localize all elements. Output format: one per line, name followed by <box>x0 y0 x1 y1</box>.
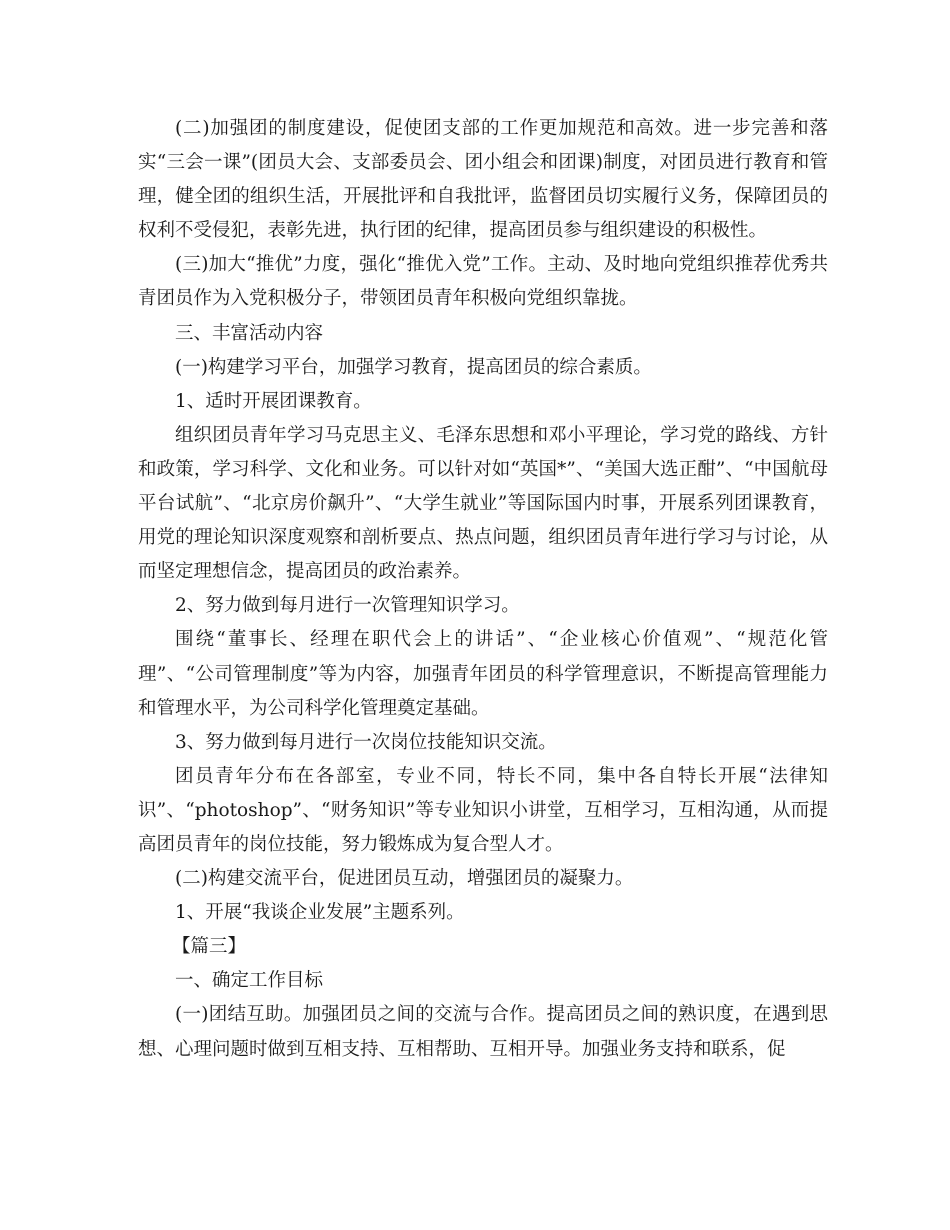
subheading-exchange-platform: (二)构建交流平台，促进团员互动，增强团员的凝聚力。 <box>175 868 634 890</box>
paragraph-skills-exchange: 团员青年分布在各部室，专业不同，特长不同，集中各自特长开展“法律知识”、“photoshop”、“财务知识”等专业知识小讲堂，互相学习，互相沟通，从而提高团员青年的岗位技能，努力锻炼成为复合型人才。 <box>138 765 828 855</box>
subheading-learning-platform: (一)构建学习平台，加强学习教育，提高团员的综合素质。 <box>175 356 652 378</box>
item-heading-1: 1、适时开展团课教育。 <box>175 390 372 412</box>
document-page <box>138 112 828 1067</box>
paragraph-league-class: 组织团员青年学习马克思主义、毛泽东思想和邓小平理论，学习党的路线、方针和政策，学习科学、文化和业务。可以针对如“英国*”、“美国大选正酣”、“中国航母平台试航”、“北京房价飙升”、“大学生就业”等国际国内时事，开展系列团课教育，用党的理论知识深度观察和剖析要点、热点问题，组织团员青年进行学习与讨论，从而坚定理想信念，提高团员的政治素养。 <box>138 424 828 583</box>
paragraph-recommend-excellence: (三)加大“推优”力度，强化“推优入党”工作。主动、及时地向党组织推荐优秀共青团员作为入党积极分子，带领团员青年积极向党组织靠拢。 <box>138 254 828 310</box>
item-heading-3: 3、努力做到每月进行一次岗位技能知识交流。 <box>175 731 557 753</box>
paragraph-mutual-help: (一)团结互助。加强团员之间的交流与合作。提高团员之间的熟识度，在遇到思想、心理问题时做到互相支持、互相帮助、互相开导。加强业务支持和联系，促 <box>138 1004 828 1060</box>
chapter-marker: 【篇三】 <box>172 936 247 958</box>
item-heading-enterprise-development: 1、开展“我谈企业发展”主题系列。 <box>175 902 465 924</box>
paragraph-institution-building: (二)加强团的制度建设，促使团支部的工作更加规范和高效。进一步完善和落实“三会一课”(团员大会、支部委员会、团小组会和团课)制度，对团员进行教育和管理，健全团的组织生活，开展批评和自我批评，监督团员切实履行义务，保障团员的权利不受侵犯，表彰先进，执行团的纪律，提高团员参与组织建设的积极性。 <box>138 118 828 242</box>
section-heading-goals: 一、确定工作目标 <box>175 970 324 992</box>
item-heading-2: 2、努力做到每月进行一次管理知识学习。 <box>175 595 520 617</box>
paragraph-management-study: 围绕“董事长、经理在职代会上的讲话”、“企业核心价值观”、“规范化管理”、“公司管理制度”等为内容，加强青年团员的科学管理意识，不断提高管理能力和管理水平，为公司科学化管理奠定基础。 <box>138 629 828 719</box>
section-heading-activities: 三、丰富活动内容 <box>175 322 324 344</box>
